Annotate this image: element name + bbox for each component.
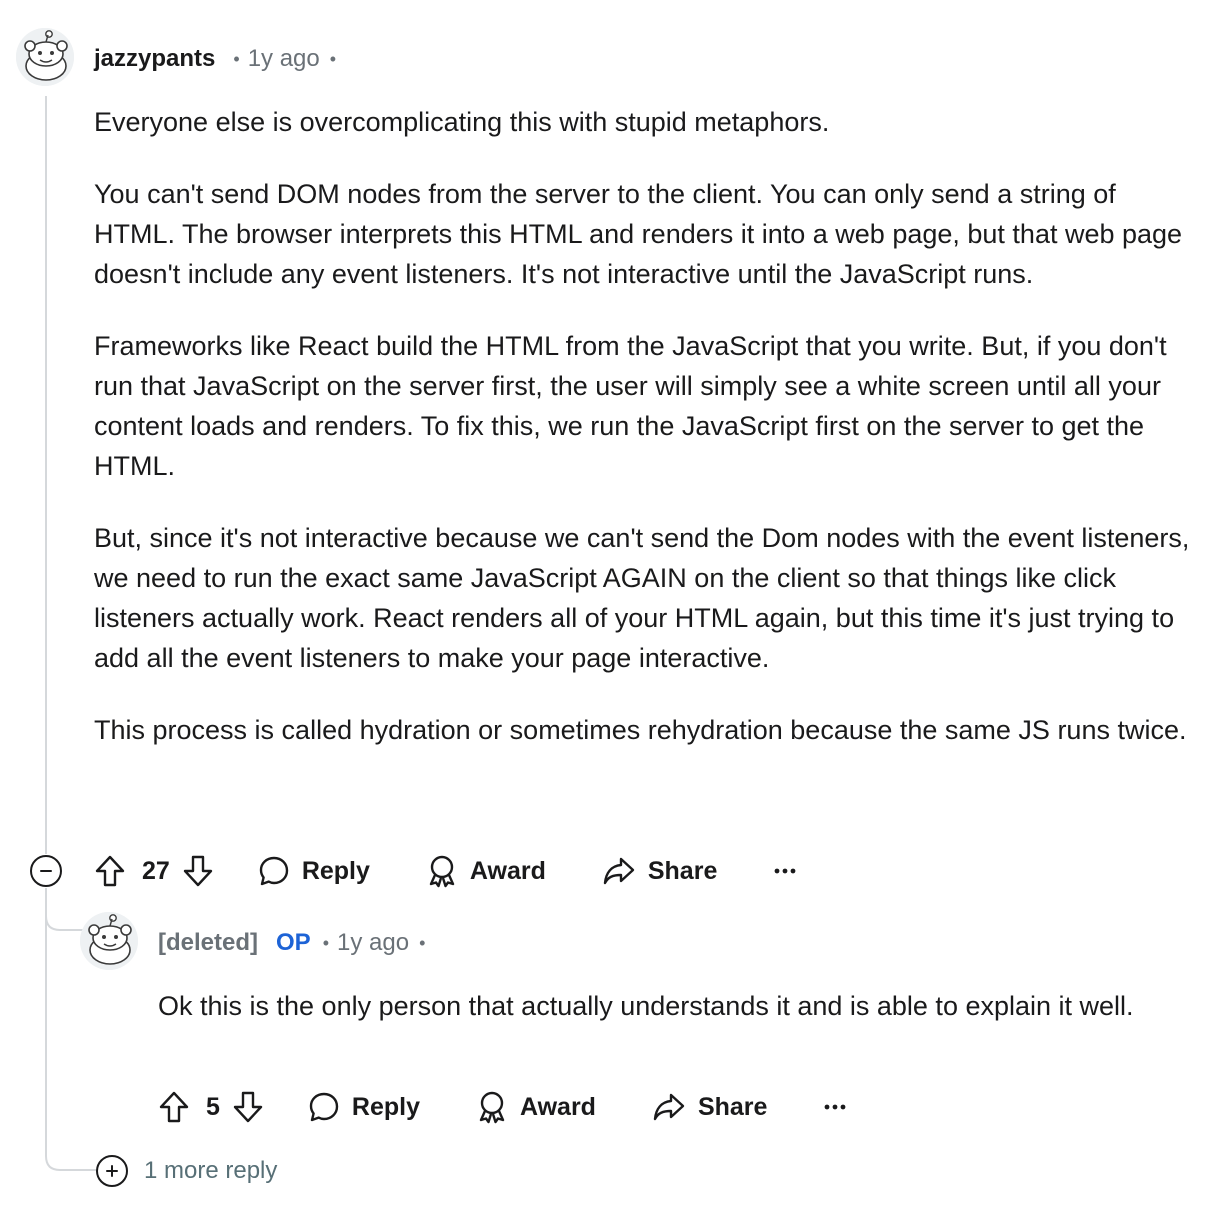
more-replies-label[interactable]: 1 more reply (144, 1157, 278, 1184)
award-label: Award (469, 856, 546, 885)
award-button[interactable] (426, 854, 546, 888)
more-options-icon (823, 1102, 847, 1112)
upvote-button[interactable] (94, 854, 126, 888)
reply-header (158, 926, 425, 960)
thread-branch-reply (44, 888, 88, 934)
vote-score: 5 (206, 1092, 220, 1121)
more-options-icon (773, 866, 797, 876)
share-label: Share (647, 856, 718, 885)
thread-line (45, 96, 47, 854)
reply-button[interactable] (308, 1091, 420, 1123)
more-options-button[interactable] (823, 1102, 847, 1112)
separator-dot: • (233, 48, 240, 69)
reply-body (158, 986, 1168, 1026)
award-icon (426, 854, 458, 888)
downvote-icon (182, 854, 214, 888)
reply-label: Reply (301, 856, 370, 885)
comment-body (94, 102, 1204, 782)
avatar-icon (80, 912, 138, 970)
comment-paragraph: But, since it's not interactive because we can't send the Dom nodes with the event listeners, we need to run the exact same JavaScript AGAIN on the client so that things like click listeners actually work. React renders all of your HTML again, but this time it's just trying to add all the event listeners to make your page interactive. (94, 523, 1190, 673)
upvote-icon (94, 854, 126, 888)
share-label: Share (697, 1092, 768, 1121)
vote-score: 27 (142, 856, 170, 885)
share-icon (602, 855, 636, 887)
op-badge: OP (276, 929, 311, 956)
reply-paragraph: Ok this is the only person that actually understands it and is able to explain it well. (158, 991, 1134, 1021)
separator-dot: • (419, 932, 426, 953)
downvote-icon (232, 1090, 264, 1124)
separator-dot: • (329, 48, 337, 69)
comment-paragraph: Frameworks like React build the HTML from the JavaScript that you write. But, if you don't run that JavaScript on the server first, the user will simply see a white screen until all your content loads and renders. To fix this, we run the JavaScript first on the server to get the HTML. (94, 331, 1167, 481)
more-replies-link[interactable] (96, 1155, 277, 1187)
comment-header (94, 42, 336, 76)
award-icon (476, 1090, 508, 1124)
award-label: Award (520, 1092, 596, 1121)
upvote-button[interactable] (158, 1090, 190, 1124)
share-button[interactable] (602, 855, 717, 887)
timestamp[interactable]: 1y ago (337, 929, 410, 956)
reply-icon (258, 855, 290, 887)
timestamp[interactable]: 1y ago (247, 45, 320, 72)
share-icon (652, 1091, 686, 1123)
expand-icon (104, 1163, 120, 1179)
share-button[interactable] (652, 1091, 767, 1123)
more-options-button[interactable] (773, 866, 797, 876)
reply-icon (308, 1091, 340, 1123)
reply-actions (158, 1087, 847, 1127)
comment-paragraph: Everyone else is overcomplicating this with stupid metaphors. (94, 107, 830, 137)
reply-avatar[interactable] (80, 912, 138, 970)
reply-button[interactable] (258, 855, 370, 887)
username: [deleted] (158, 929, 259, 956)
expand-button[interactable] (96, 1155, 128, 1187)
downvote-button[interactable] (182, 854, 214, 888)
collapse-button[interactable] (30, 855, 62, 887)
avatar-icon (16, 28, 74, 86)
reply-label: Reply (351, 1092, 420, 1121)
collapse-icon (38, 863, 54, 879)
downvote-button[interactable] (232, 1090, 264, 1124)
username[interactable]: jazzypants (94, 45, 216, 72)
comment-actions (94, 851, 797, 891)
thread-branch-more (44, 1140, 100, 1174)
comment-paragraph: This process is called hydration or sometimes rehydration because the same JS runs twice. (94, 715, 1187, 745)
upvote-icon (158, 1090, 190, 1124)
separator-dot: • (322, 932, 330, 953)
avatar[interactable] (16, 28, 74, 86)
comment-paragraph: You can't send DOM nodes from the server to the client. You can only send a string of HTML. The browser interprets this HTML and renders it into a web page, but that web page doesn't include any event listeners. It's not interactive until the JavaScript runs. (94, 179, 1183, 289)
award-button[interactable] (476, 1090, 596, 1124)
